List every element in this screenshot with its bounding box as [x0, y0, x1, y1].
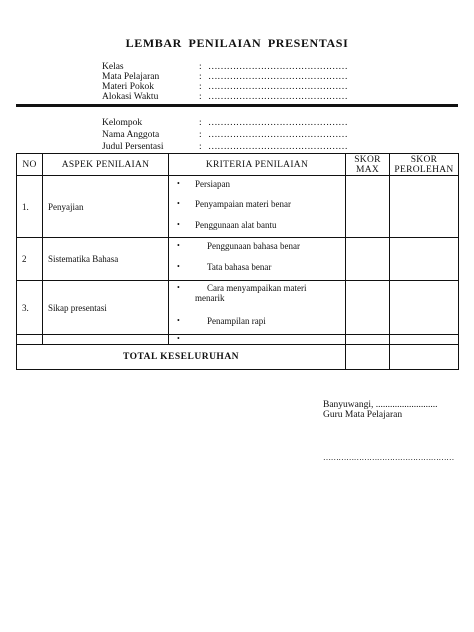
row-aspek: Sistematika Bahasa [43, 238, 169, 281]
header-skor-max-line2: MAX [355, 165, 380, 175]
info-row-nama-anggota [0, 130, 474, 140]
bullet-icon: • [177, 334, 180, 343]
header-skor-perolehan [390, 154, 459, 176]
signature-place-date: Banyuwangi, .......................... [323, 400, 438, 410]
info-label: Kelompok [102, 118, 143, 128]
info-dots: ……………………………………… [208, 118, 348, 128]
skor-max-cell[interactable] [346, 176, 390, 238]
header-kriteria: KRITERIA PENILAIAN [169, 154, 346, 176]
header-skor-perolehan-line1: SKOR [410, 155, 438, 165]
skor-perolehan-cell[interactable] [390, 238, 459, 281]
table-row [17, 281, 459, 335]
info-row-alokasi-waktu [0, 92, 474, 102]
skor-max-cell[interactable] [346, 335, 390, 345]
skor-perolehan-cell[interactable] [390, 281, 459, 335]
info-label: Materi Pokok [102, 82, 154, 92]
info-dots: ……………………………………… [208, 82, 348, 92]
table-row-empty [17, 335, 459, 345]
table-total-row [17, 345, 459, 370]
header-skor-max-line1: SKOR [354, 155, 381, 165]
bullet-icon: • [177, 199, 180, 208]
header-aspek: ASPEK PENILAIAN [43, 154, 169, 176]
skor-perolehan-cell[interactable] [390, 176, 459, 238]
info-dots: ……………………………………… [208, 130, 348, 140]
info-label: Mata Pelajaran [102, 72, 160, 82]
info-dots: ……………………………………… [208, 92, 348, 102]
bullet-icon: • [177, 283, 180, 292]
section-divider [16, 104, 458, 107]
document-title: LEMBAR PENILAIAN PRESENTASI [125, 36, 349, 50]
kriteria-list [169, 335, 345, 344]
info-colon: : [199, 118, 202, 128]
header-skor-perolehan-line2: PEROLEHAN [394, 165, 454, 175]
info-label: Nama Anggota [102, 130, 160, 140]
bullet-icon: • [177, 262, 180, 271]
info-colon: : [199, 62, 202, 72]
info-dots: ……………………………………… [208, 72, 348, 82]
kriteria-text: Penggunaan bahasa benar [207, 241, 300, 251]
kriteria-text: menarik [195, 293, 225, 303]
info-row-materi-pokok [0, 82, 474, 92]
row-aspek [43, 335, 169, 345]
info-colon: : [199, 72, 202, 82]
kriteria-list [169, 281, 345, 334]
info-colon: : [199, 130, 202, 140]
row-kriteria [169, 176, 346, 238]
kriteria-text: Penyampaian materi benar [195, 199, 291, 209]
kriteria-text: Penggunaan alat bantu [195, 220, 277, 230]
row-number: 1. [17, 176, 43, 238]
kriteria-list [169, 176, 345, 237]
table-row [17, 238, 459, 281]
row-number [17, 335, 43, 345]
kriteria-list [169, 238, 345, 280]
row-aspek: Penyajian [43, 176, 169, 238]
total-skor-max-cell[interactable] [346, 345, 390, 370]
assessment-table [16, 153, 459, 370]
header-no: NO [17, 154, 43, 176]
kriteria-text: Tata bahasa benar [207, 262, 272, 272]
row-kriteria [169, 335, 346, 345]
header-skor-max [346, 154, 390, 176]
info-block-class [0, 62, 474, 104]
bullet-icon: • [177, 316, 180, 325]
kriteria-text: Cara menyampaikan materi [207, 283, 307, 293]
row-number: 3. [17, 281, 43, 335]
row-kriteria [169, 238, 346, 281]
info-colon: : [199, 92, 202, 102]
info-label: Alokasi Waktu [102, 92, 159, 102]
total-label: TOTAL KESELURUHAN [17, 345, 346, 370]
info-row-mata-pelajaran [0, 72, 474, 82]
row-number: 2 [17, 238, 43, 281]
bullet-icon: • [177, 241, 180, 250]
signature-line: …………………………………………… [323, 453, 454, 462]
kriteria-text: Penampilan rapi [207, 316, 266, 326]
skor-max-cell[interactable] [346, 238, 390, 281]
table-header-row [17, 154, 459, 176]
skor-max-cell[interactable] [346, 281, 390, 335]
info-dots: ……………………………………… [208, 62, 348, 72]
total-skor-perolehan-cell[interactable] [390, 345, 459, 370]
info-row-kelas [0, 62, 474, 72]
info-colon: : [199, 142, 202, 152]
signature-role: Guru Mata Pelajaran [323, 410, 403, 420]
info-colon: : [199, 82, 202, 92]
info-label: Judul Persentasi [102, 142, 164, 152]
row-kriteria [169, 281, 346, 335]
kriteria-text: Persiapan [195, 179, 230, 189]
bullet-icon: • [177, 220, 180, 229]
row-aspek: Sikap presentasi [43, 281, 169, 335]
info-block-group [0, 118, 474, 152]
info-label: Kelas [102, 62, 124, 72]
info-dots: ……………………………………… [208, 142, 348, 152]
table-row [17, 176, 459, 238]
info-row-kelompok [0, 118, 474, 128]
skor-perolehan-cell[interactable] [390, 335, 459, 345]
bullet-icon: • [177, 179, 180, 188]
info-row-judul-persentasi [0, 142, 474, 152]
